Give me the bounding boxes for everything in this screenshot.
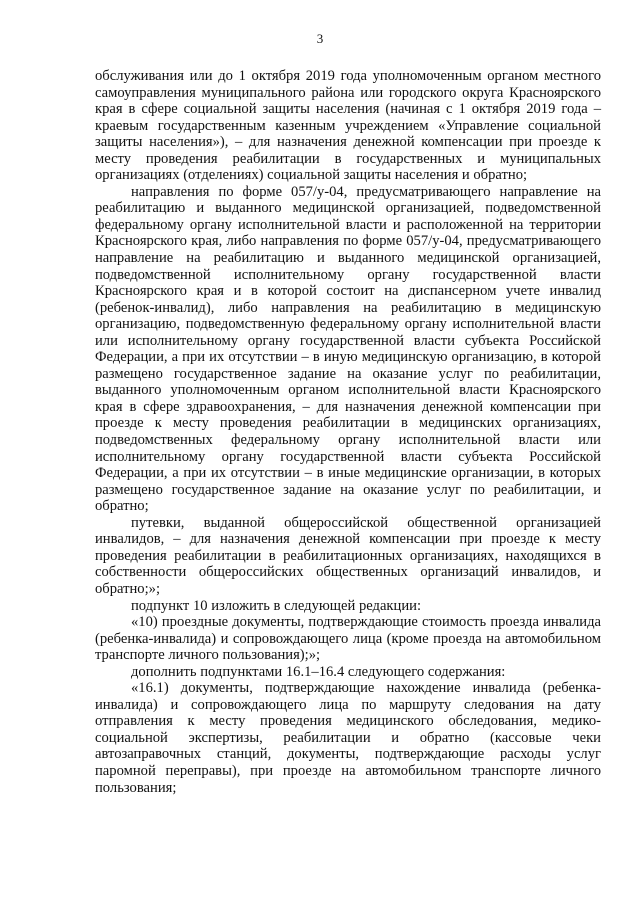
paragraph-voucher: путевки, выданной общероссийской общественной организацией инвалидов, – для назначения денежной компенсации при проезде к месту проведения реабилитации в реабилитационных организациях, находящихся в собственности общероссийских общественных организаций инвалидов, и обратно;»; xyxy=(95,514,601,597)
paragraph-medical-referral: направления по форме 057/у-04, предусматривающего направление на реабилитацию и выданного медицинской организацией, подведомственной федеральному органу исполнительной власти и расположенной на территории Красноярского края, либо направления по форме 057/у-04, предусматривающего направление на реабилитацию и выданного медицинской организацией, подведомственной исполнительному органу государственной власти Красноярского края и в которой состоит на диспансерном учете инвалид (ребенок-инвалид), либо направления на реабилитацию в медицинскую организацию, подведомственную федеральному органу исполнительной власти или исполнительному органу государственной власти субъекта Российской Федерации, а при их отсутствии – в иную медицинскую организацию, в которой размещено государственное задание на оказание услуг по реабилитации, выданного уполномоченным органом исполнительной власти Красноярского края в сфере здравоохранения, – для назначения денежной компенсации при проезде к месту проведения реабилитации в медицинских организациях, подведомственных федеральному органу исполнительной власти или исполнительному органу государственной власти субъекта Российской Федерации, а при их отсутствии – в иные медицинские организации, в которых размещено государственное задание на оказание услуг по реабилитации, и обратно; xyxy=(95,183,601,515)
paragraph-recipient-authority: обслуживания или до 1 октября 2019 года уполномоченным органом местного самоуправления муниципального района или городского округа Красноярского края в сфере социальной защиты населения (начиная с 1 октября 2019 года – краевым государственным казенным учреждением «Управление социальной защиты населения»), – для назначения денежной компенсации при проезде к месту проведения реабилитации в государственных и муниципальных организациях (отделениях) социальной защиты населения и обратно; xyxy=(95,68,601,184)
paragraph-subclause-10: «10) проездные документы, подтверждающие стоимость проезда инвалида (ребенка-инвалида) и сопровождающего лица (кроме проезда на автомобильном транспорте личного пользования);»; xyxy=(95,614,601,664)
paragraph-subclauses-16-intro: дополнить подпунктами 16.1–16.4 следующего содержания: xyxy=(131,663,506,680)
paragraph-subclause-10-intro: подпункт 10 изложить в следующей редакции: xyxy=(131,597,422,614)
document-body xyxy=(95,68,601,796)
paragraph-subclause-16-1: «16.1) документы, подтверждающие нахождение инвалида (ребенка-инвалида) и сопровождающего лица по маршруту следования на дату отправления к месту проведения медицинского обследования, медико-социальной экспертизы, реабилитации и обратно (кассовые чеки автозаправочных станций, документы, подтверждающие расходы услуг паромной переправы), при проезде на автомобильном транспорте личного пользования; xyxy=(95,680,601,796)
page-number: 3 xyxy=(316,31,324,46)
